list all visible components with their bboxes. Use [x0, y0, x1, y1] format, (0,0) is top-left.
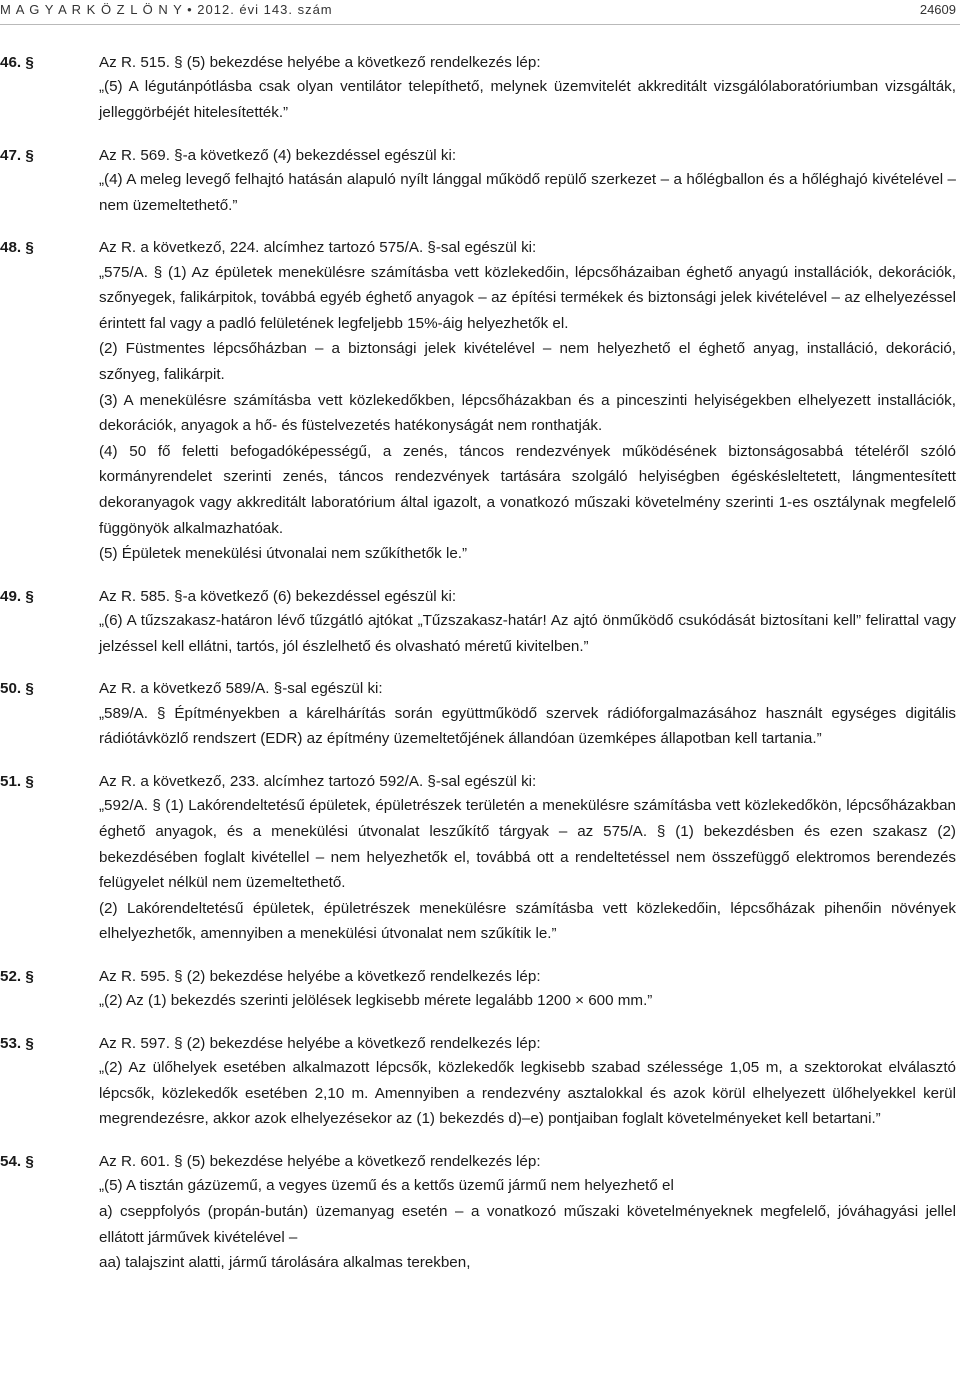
section-body: [99, 1033, 956, 1132]
section-paragraph: aa) talajszint alatti, jármű tárolására alkalmas terekben,: [99, 1254, 471, 1272]
section-body: [99, 966, 956, 1014]
section-body: [99, 52, 956, 126]
section-number: 50. §: [0, 680, 34, 698]
document-body: [0, 52, 956, 1295]
section-intro: Az R. 601. § (5) bekezdése helyébe a következő rendelkezés lép:: [99, 1153, 541, 1171]
section-body: [99, 237, 956, 567]
section-number: 52. §: [0, 967, 34, 985]
section-body: [99, 586, 956, 660]
section-number: 48. §: [0, 239, 34, 257]
section-number: 46. §: [0, 54, 34, 71]
section-paragraph: „(6) A tűzszakasz-határon lévő tűzgátló ajtókat „Tűzszakasz-határ! Az ajtó önműködő csukódását biztosítani kell” felirattal vagy jelzéssel kell ellátni, tartós, jól észlelhető és olvasható méretű kivitelben.”: [99, 612, 956, 655]
section-intro: Az R. 585. §-a következő (6) bekezdéssel egészül ki:: [99, 587, 457, 605]
section-body: [99, 678, 956, 752]
section-intro: Az R. 597. § (2) bekezdése helyébe a következő rendelkezés lép:: [99, 1034, 541, 1052]
section-intro: Az R. a következő 589/A. §-sal egészül ki:: [99, 680, 383, 698]
section-paragraph: „(2) Az ülőhelyek esetében alkalmazott lépcsők, közlekedők legkisebb szabad szélessége 1,05 m, a szektorokat elválasztó lépcsők, közlekedők esetében 2,10 m. Amennyiben a rendezvény asztalokkal és azok körül elhelyezett ülőhelyekkel kerül megrendezésre, akkor azok elhelyezésekor az (1) bekezdés d)–e) pontjaiban foglalt követelményeket kell betartani.”: [99, 1059, 956, 1128]
page-number: 24609: [919, 2, 956, 17]
section-number: 49. §: [0, 587, 34, 605]
section-body: [99, 771, 956, 947]
section: [0, 1033, 956, 1132]
section: [0, 1151, 956, 1276]
section-paragraph: „575/A. § (1) Az épületek menekülésre számításba vett közlekedőin, lépcsőházaiban éghető anyagú installációk, dekorációk, szőnyegek, falikárpitok, továbbá egyéb éghető anyagok – az építési termékek és biztonsági jelek kivételével – az elhelyezéssel érintett fal vagy a padló felületének legfeljebb 15%-áig helyezhetők el.: [99, 263, 956, 332]
section-number: 53. §: [0, 1034, 34, 1052]
section: [0, 678, 956, 752]
journal-title: M A G Y A R K Ö Z L Ö N Y • 2012. évi 143. szám: [0, 2, 333, 17]
section-paragraph: (3) A menekülésre számításba vett közlekedőkben, lépcsőházakban és a pinceszinti helyiségekben elhelyezett installációk, dekorációk, anyagok a hő- és füstelvezetés hatékonyságát nem ronthatják.: [99, 391, 956, 435]
section: [0, 145, 956, 219]
section-paragraph: „589/A. § Építményekben a kárelhárítás során együttműködő szervek rádióforgalmazásához használt egységes digitális rádiótávközlő rendszert (EDR) az építmény üzemeltetőjének állandóan üzemképes állapotban kell tartania.”: [99, 704, 956, 748]
section: [0, 52, 956, 126]
section-paragraph: (2) Lakórendeltetésű épületek, épületrészek menekülésre számításba vett közlekedőin, lépcsőházak pihenőin növények elhelyezhetők, amennyiben a menekülési útvonalat nem szűkítik le.”: [99, 899, 956, 943]
section-intro: Az R. 595. § (2) bekezdése helyébe a következő rendelkezés lép:: [99, 967, 541, 985]
section-paragraph: a) cseppfolyós (propán-bután) üzemanyag esetén – a vonatkozó műszaki követelményeknek megfelelő, jóváhagyási jellel ellátott járművek kivételével –: [99, 1203, 956, 1246]
section-body: [99, 145, 956, 219]
section: [0, 586, 956, 660]
section-intro: Az R. a következő, 233. alcímhez tartozó 592/A. §-sal egészül ki:: [99, 772, 537, 790]
section-intro: Az R. 515. § (5) bekezdése helyébe a következő rendelkezés lép:: [99, 54, 541, 71]
section-intro: Az R. a következő, 224. alcímhez tartozó 575/A. §-sal egészül ki:: [99, 239, 537, 257]
section-paragraph: „(2) Az (1) bekezdés szerinti jelölések legkisebb mérete legalább 1200 × 600 mm.”: [99, 992, 653, 1010]
section-paragraph: „592/A. § (1) Lakórendeltetésű épületek, épületrészek területén a menekülésre számításba vett közlekedőkön, lépcsőházakban éghető anyagok, és a menekülési útvonalat leszűkítő tárgyak – az 575/A. § (1) bekezdésben és ezen szakasz (2) bekezdésében foglalt kivétellel – nem helyezhetők el, továbbá ott a rendeltetéssel nem összefüggő elektromos berendezés felügyelet nélkül nem üzemeltethető.: [99, 797, 956, 892]
section-paragraph: „(5) A légutánpótlásba csak olyan ventilátor telepíthető, melynek üzemvitelét akkreditált vizsgálólaboratóriumban vizsgálták, jelleggörbéjét hitelesítették.”: [99, 78, 956, 121]
page-header: [0, 0, 960, 25]
section-paragraph: „(5) A tisztán gázüzemű, a vegyes üzemű és a kettős üzemű jármű nem helyezhető el: [99, 1177, 674, 1195]
section: [0, 237, 956, 567]
section-number: 51. §: [0, 772, 34, 790]
section-number: 54. §: [0, 1153, 34, 1171]
section-paragraph: (2) Füstmentes lépcsőházban – a biztonsági jelek kivételével – nem helyezhető el éghető anyag, installáció, dekoráció, szőnyeg, falikárpit.: [99, 340, 956, 383]
section-paragraph: (5) Épületek menekülési útvonalai nem szűkíthetők le.”: [99, 545, 468, 563]
section: [0, 966, 956, 1014]
section-number: 47. §: [0, 146, 34, 164]
section-intro: Az R. 569. §-a következő (4) bekezdéssel egészül ki:: [99, 146, 457, 164]
section-body: [99, 1151, 956, 1276]
section-paragraph: (4) 50 fő feletti befogadóképességű, a zenés, táncos rendezvények működésének biztonságosabbá tételéről szóló kormányrendelet szerinti zenés, táncos rendezvények tartására szolgáló helyiségben égéskésleltetett, lángmentesített dekoranyagok vagy akkreditált laboratórium által igazolt, a vonatkozó műszaki követelmény szerinti 1-es osztálynak megfelelő függönyök alkalmazhatóak.: [99, 442, 956, 537]
section: [0, 771, 956, 947]
section-paragraph: „(4) A meleg levegő felhajtó hatásán alapuló nyílt lánggal működő repülő szerkezet – a hőlégballon és a hőléghajó kivételével – nem üzemeltethető.”: [99, 171, 956, 214]
